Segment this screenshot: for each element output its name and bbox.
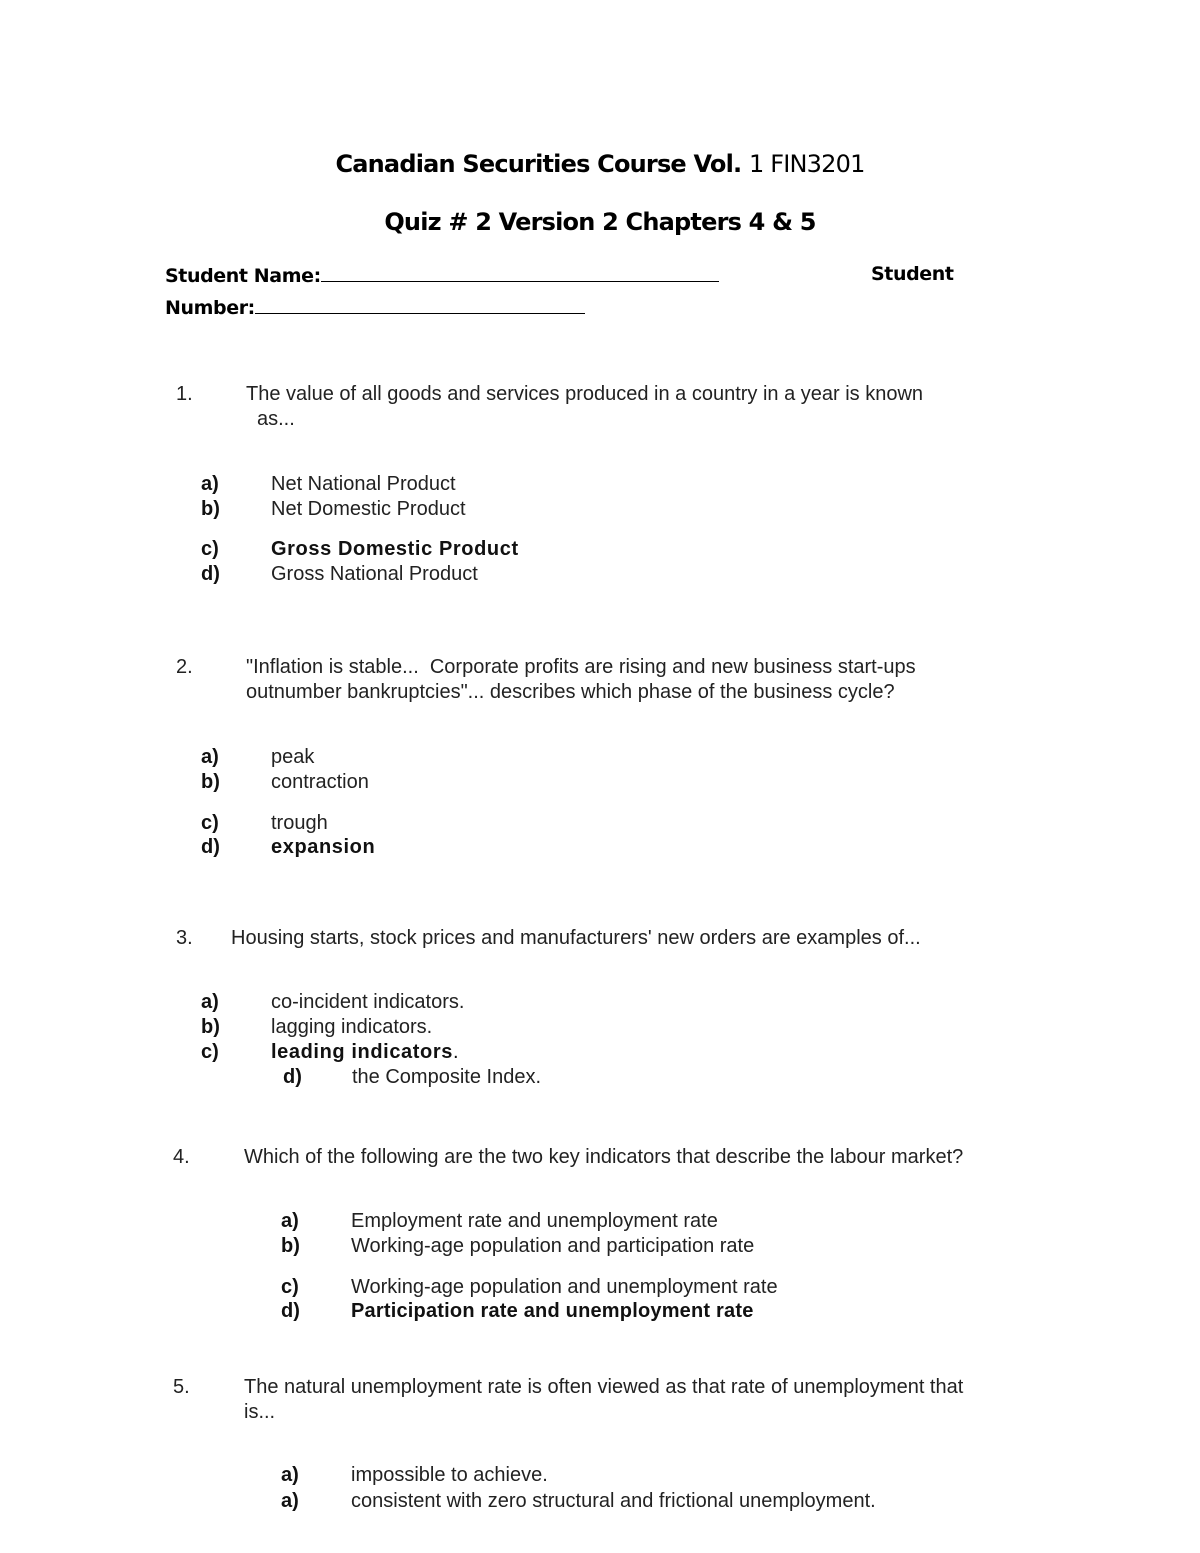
- correct-option-text[interactable]: [271, 1041, 459, 1064]
- question-text-continued: is...: [244, 1401, 276, 1423]
- option-text[interactable]: impossible to achieve.: [351, 1464, 548, 1486]
- option-label: d): [201, 836, 220, 858]
- option-text[interactable]: Net National Product: [271, 473, 456, 495]
- correct-option-main: leading indicators: [271, 1041, 453, 1063]
- document-title: [0, 150, 1200, 178]
- option-text[interactable]: Net Domestic Product: [271, 498, 466, 520]
- option-text[interactable]: co-incident indicators.: [271, 991, 465, 1013]
- title-bold-part: Canadian Securities Course Vol.: [335, 150, 742, 178]
- option-label: a): [201, 746, 219, 768]
- correct-option-text[interactable]: Participation rate and unemployment rate: [351, 1300, 754, 1322]
- question-number: 4.: [173, 1146, 190, 1168]
- option-label: a): [281, 1464, 299, 1486]
- option-label: c): [281, 1276, 299, 1298]
- option-label: b): [201, 1016, 220, 1038]
- question-text: The natural unemployment rate is often viewed as that rate of unemployment that: [244, 1376, 964, 1398]
- option-text[interactable]: Working-age population and participation rate: [351, 1235, 755, 1257]
- option-label: d): [283, 1066, 302, 1088]
- question-text-continued: as...: [257, 408, 295, 430]
- correct-option-text[interactable]: expansion: [271, 836, 376, 858]
- option-label: a): [201, 991, 219, 1013]
- option-text[interactable]: consistent with zero structural and frictional unemployment.: [351, 1490, 876, 1512]
- option-text[interactable]: Working-age population and unemployment rate: [351, 1276, 778, 1298]
- option-text[interactable]: lagging indicators.: [271, 1016, 433, 1038]
- option-label: a): [281, 1210, 299, 1232]
- option-label: c): [201, 538, 219, 560]
- option-label: d): [281, 1300, 300, 1322]
- student-name-label: Student Name:: [165, 265, 321, 287]
- option-label: c): [201, 812, 219, 834]
- option-label: a): [281, 1490, 299, 1512]
- option-text[interactable]: trough: [271, 812, 328, 834]
- question-number: 5.: [173, 1376, 190, 1398]
- option-label: d): [201, 563, 220, 585]
- question-text: Housing starts, stock prices and manufacturers' new orders are examples of...: [231, 927, 921, 949]
- option-text[interactable]: Gross National Product: [271, 563, 478, 585]
- question-text: Which of the following are the two key indicators that describe the labour market?: [244, 1146, 964, 1168]
- option-text[interactable]: Employment rate and unemployment rate: [351, 1210, 718, 1232]
- option-label: c): [201, 1041, 219, 1063]
- option-label: a): [201, 473, 219, 495]
- option-text[interactable]: peak: [271, 746, 315, 768]
- option-label: b): [201, 771, 220, 793]
- option-text[interactable]: the Composite Index.: [352, 1066, 541, 1088]
- correct-option-text[interactable]: Gross Domestic Product: [271, 538, 519, 560]
- option-label: b): [201, 498, 220, 520]
- title-course-code: 1 FIN3201: [748, 150, 865, 178]
- student-number-blank[interactable]: [255, 295, 585, 314]
- option-text[interactable]: contraction: [271, 771, 369, 793]
- student-number-label: Number:: [165, 297, 255, 319]
- option-label: b): [281, 1235, 300, 1257]
- question-text: "Inflation is stable... Corporate profits are rising and new business start-ups: [246, 656, 916, 678]
- student-name-blank[interactable]: [321, 263, 719, 282]
- student-number-label-line1: Student: [871, 263, 954, 285]
- correct-option-period: .: [452, 1041, 459, 1063]
- question-text-continued: outnumber bankruptcies"... describes which phase of the business cycle?: [246, 681, 895, 703]
- quiz-subtitle: Quiz # 2 Version 2 Chapters 4 & 5: [384, 208, 816, 236]
- question-number: 2.: [176, 656, 193, 678]
- question-text: The value of all goods and services produced in a country in a year is known: [246, 383, 924, 405]
- question-number: 3.: [176, 927, 193, 949]
- student-name-row: [165, 263, 719, 287]
- student-number-row: [165, 295, 585, 319]
- question-number: 1.: [176, 383, 193, 405]
